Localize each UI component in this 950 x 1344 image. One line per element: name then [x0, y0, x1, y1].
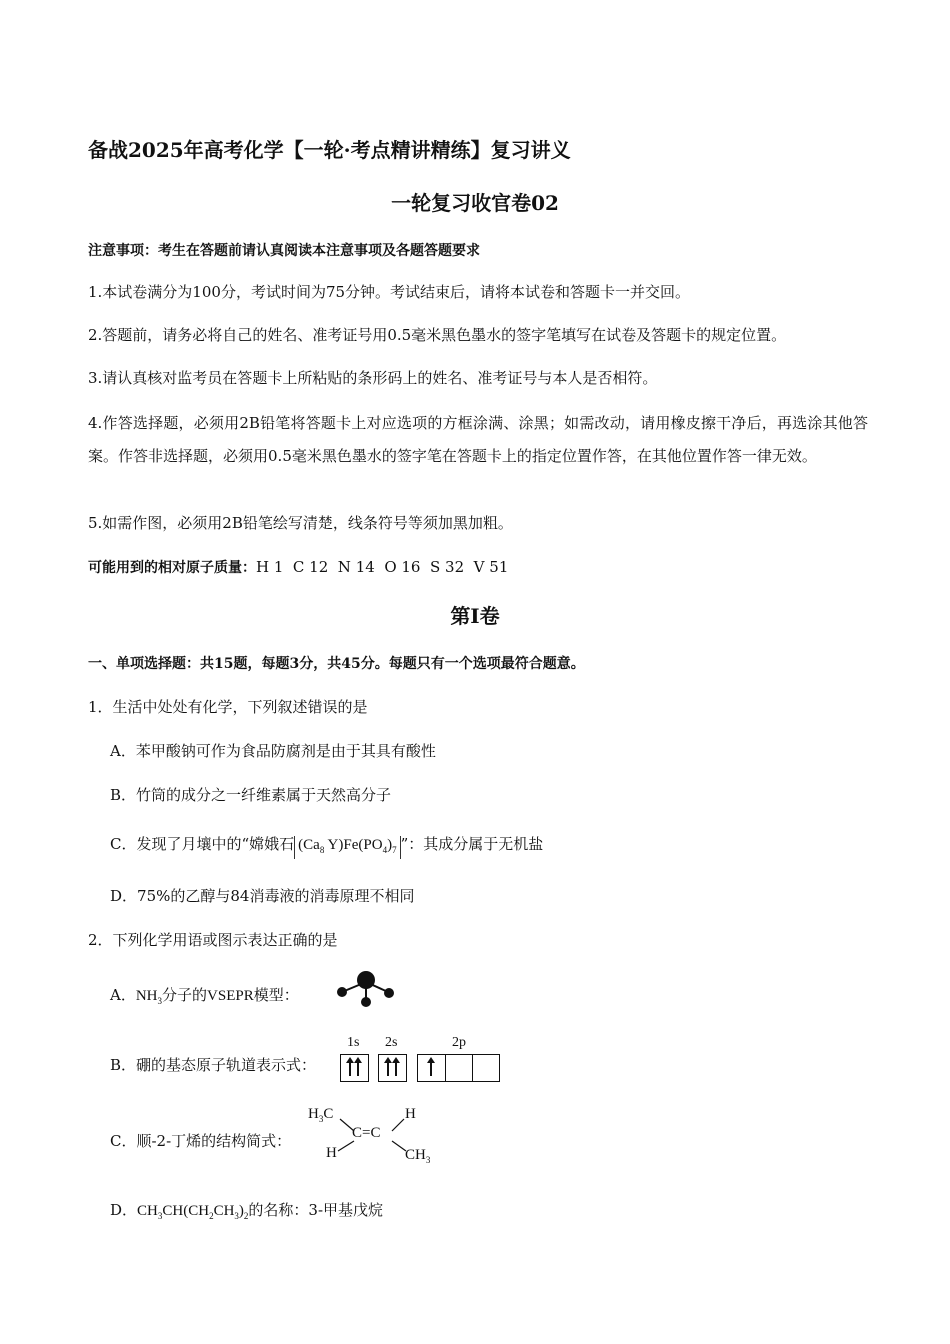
struct-double-bond: C=C — [352, 1125, 381, 1141]
struct-h-right: H — [405, 1106, 416, 1122]
struct-ch3: $CH_3$ — [405, 1147, 431, 1165]
question-1-option-c — [110, 833, 543, 859]
change-stone-formula: ($Ca_8$ $Y)Fe(PO_4)_7$ — [294, 836, 400, 859]
orbital-label-2p: 2p — [452, 1035, 466, 1050]
orbital-box-2p — [417, 1054, 500, 1082]
notice-item-5: 5.如需作图，必须用2B铅笔绘写清楚，线条符号等须加黑加粗。 — [88, 514, 513, 532]
atomic-mass-line — [88, 557, 508, 577]
orbital-label-2s: 2s — [385, 1035, 398, 1050]
cis-2-butene-structure — [302, 1103, 447, 1167]
question-2-option-d: D．$CH_3CH(CH_2CH_3)_2$的名称：3-甲基戊烷 — [110, 1201, 384, 1221]
option-c-suffix: ”：其成分属于无机盐 — [400, 835, 544, 853]
struct-bonds — [302, 1103, 447, 1167]
spin-up-arrow-icon — [395, 1059, 397, 1076]
orbital-label-1s: 1s — [347, 1035, 360, 1050]
notice-heading: 注意事项：考生在答题前请认真阅读本注意事项及各题答题要求 — [88, 243, 480, 259]
question-1-option-b: B．竹筒的成分之一纤维素属于天然高分子 — [110, 786, 392, 804]
nh3-formula: $NH_3$ — [135, 988, 163, 1006]
notice-item-2: 2.答题前，请务必将自己的姓名、准考证号用0.5毫米黑色墨水的签字笔填写在试卷及答题卡的规定位置。 — [88, 326, 787, 344]
spin-up-arrow-icon — [387, 1059, 389, 1076]
atomic-mass-values: H 1 C 12 N 14 O 16 S 32 V 51 — [256, 558, 509, 576]
volume-heading: 第Ⅰ卷 — [450, 604, 500, 628]
orbital-box-2s — [378, 1054, 407, 1082]
notice-item-1: 1.本试卷满分为100分，考试时间为75分钟。考试结束后，请将本试卷和答题卡一并交回。 — [88, 283, 691, 301]
question-2-option-a: A．$NH_3$分子的VSEPR模型： — [110, 986, 299, 1006]
struct-h3c: $H_3C$ — [308, 1106, 334, 1124]
section-heading: 一、单项选择题：共15题，每题3分，共45分。每题只有一个选项最符合题意。 — [88, 656, 585, 672]
spin-up-arrow-icon — [349, 1059, 351, 1076]
orbital-box-1s — [340, 1054, 369, 1082]
vsepr-model-icon — [332, 968, 398, 1010]
question-2-stem: 2．下列化学用语或图示表达正确的是 — [88, 931, 338, 949]
question-1-option-a: A．苯甲酸钠可作为食品防腐剂是由于其具有酸性 — [110, 742, 436, 760]
struct-h-left: H — [326, 1145, 337, 1161]
option-c-prefix: C．发现了月壤中的“嫦娥石 — [110, 835, 295, 853]
notice-item-3: 3.请认真核对监考员在答题卡上所粘贴的条形码上的姓名、准考证号与本人是否相符。 — [88, 369, 658, 387]
notice-item-4: 4.作答选择题，必须用2B铅笔将答题卡上对应选项的方框涂满、涂黑；如需改动，请用橡皮擦干净后，再选涂其他答案。作答非选择题，必须用0.5毫米黑色墨水的签字笔在答题卡上的指定位置作答，在其他位置作答一律无效。 — [88, 414, 868, 465]
document-subtitle: 一轮复习收官卷02 — [391, 191, 559, 215]
spin-up-arrow-icon — [430, 1059, 432, 1076]
methylpentane-formula: $CH_3CH(CH_2CH_3)_2$ — [137, 1203, 249, 1221]
question-1-stem: 1．生活中处处有化学，下列叙述错误的是 — [88, 698, 368, 716]
question-2-option-b: B．硼的基态原子轨道表示式： — [110, 1056, 317, 1074]
atomic-mass-label: 可能用到的相对原子质量： — [88, 560, 256, 576]
spin-up-arrow-icon — [357, 1059, 359, 1076]
question-1-option-d: D．75%的乙醇与84消毒液的消毒原理不相同 — [110, 887, 415, 905]
question-2-option-c: C．顺-2-丁烯的结构简式： — [110, 1132, 292, 1150]
document-title: 备战2025年高考化学【一轮·考点精讲精练】复习讲义 — [88, 138, 571, 162]
